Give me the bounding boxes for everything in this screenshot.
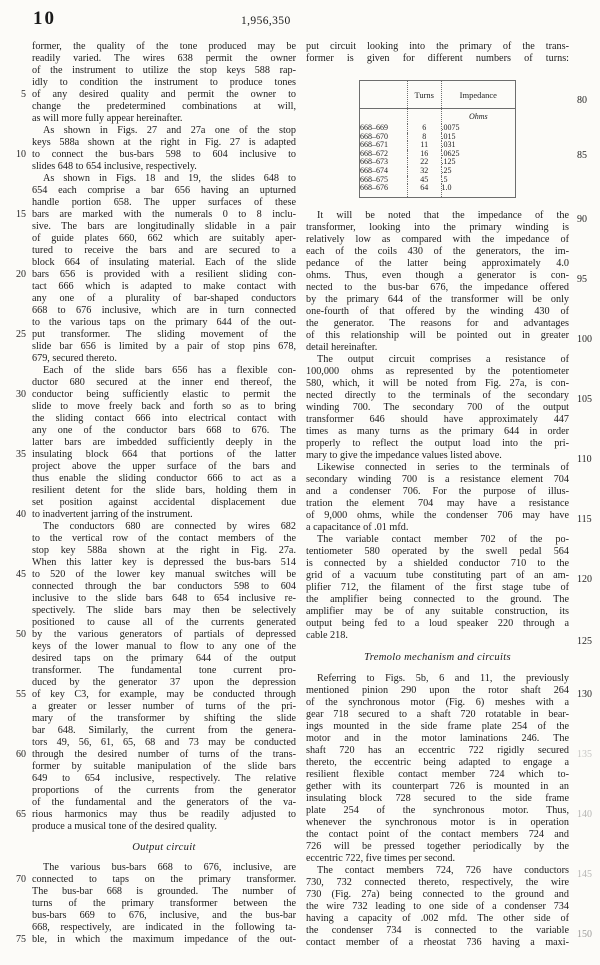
text-line: bars are marked with the numerals 0 to 8 inclu- xyxy=(32,209,296,220)
text-line: Referring to Figs. 5b, 6 and 11, the previously xyxy=(317,672,569,684)
text-line: winding 700. The secondary 700 of the output xyxy=(306,401,569,413)
text-line: as will more fully appear hereinafter. xyxy=(32,113,183,124)
text-line: change the predetermined combinations at will, xyxy=(32,101,296,112)
text-line: duced by the generator 37 upon the depression xyxy=(32,677,296,688)
text-line: contact member of a rheostat 736 having a maxi- xyxy=(306,936,569,948)
text-line: The bus-bar 668 is grounded. The number of xyxy=(32,886,296,897)
text-line: tration the element 704 may have a resistance xyxy=(306,497,569,509)
text-line: any one of the conductor bars 668 to 676. The xyxy=(32,425,296,436)
text-line: 668 to 676 inclusive, which are in turn connected xyxy=(32,305,296,316)
text-line: eccentric 722, five times per second. xyxy=(306,852,456,864)
paragraph xyxy=(32,173,296,365)
text-line: ble, in which the maximum impedance of the out- xyxy=(32,934,296,945)
text-line: The contact members 724, 726 have conductors xyxy=(317,864,569,876)
text-line: mary to give the impedance values listed above. xyxy=(306,449,502,461)
text-line: 654 each comprise a bar 656 having an upturned xyxy=(32,185,296,196)
text-line: Likewise connected in series to the terminals of xyxy=(317,461,569,473)
text-line: The conductors 680 are connected by wires 682 xyxy=(43,521,296,532)
text-line: former is given for different numbers of turns: xyxy=(306,53,569,64)
text-line: resilient detent for the slide bars, holding them in xyxy=(32,485,296,496)
line-number: 75 xyxy=(16,934,26,945)
paragraph xyxy=(306,865,569,949)
text-line: former, the quality of the tone produced may be xyxy=(32,41,296,52)
text-line: to 520 of the lower key manual switches will be xyxy=(32,569,296,580)
line-number: 125 xyxy=(577,636,592,647)
column-header-bus-bars xyxy=(360,81,408,109)
line-number: 60 xyxy=(16,749,26,760)
text-line: 100,000 ohms as represented by the potentiometer xyxy=(306,365,569,377)
text-line: ings mounted in the side frame plate 254 of the xyxy=(306,720,569,732)
text-line: of any desired quality and permit the owner to xyxy=(32,89,296,100)
line-number: 105 xyxy=(577,394,592,405)
paragraph xyxy=(306,210,569,354)
text-line: one-fourth of that offered by the winding 430 of xyxy=(306,305,569,317)
text-line: gear 718 secured to a shaft 720 rotatable in bear- xyxy=(306,708,569,720)
paragraph xyxy=(32,862,296,946)
text-line: inclusive to the slide bars 648 to 654 inclusive re- xyxy=(32,593,296,604)
text-line: handle portion 658. The upper surfaces of these xyxy=(32,197,296,208)
line-number: 65 xyxy=(16,809,26,820)
text-line: bar 648. Similarly, the current from the genera- xyxy=(32,725,296,736)
paragraph xyxy=(32,521,296,833)
section-heading-tremolo: Tremolo mechanism and circuits xyxy=(364,651,511,663)
table-row: 668–676 64 1.0 xyxy=(360,184,516,197)
text-line: grid of a vacuum tube constituting part of an am- xyxy=(306,569,569,581)
text-line: sive. The bars are longitudinally slidable in a pair xyxy=(32,221,296,232)
line-number: 30 xyxy=(16,389,26,400)
table-row: 668–673 22 .125 xyxy=(360,158,516,167)
paragraph xyxy=(32,41,296,125)
text-line: of the fundamental and the generators of the va- xyxy=(32,797,296,808)
paragraph xyxy=(32,125,296,173)
impedance-table xyxy=(359,80,516,198)
section-heading-output-circuit: Output circuit xyxy=(132,842,196,853)
text-line: relatively low as compared with the impedance of xyxy=(306,233,569,245)
table-row: 668–671 11 .031 xyxy=(360,141,516,150)
text-line: positioned to cause all of the currents generated xyxy=(32,617,296,628)
table-row: 668–670 8 .015 xyxy=(360,133,516,142)
paragraph xyxy=(306,673,569,865)
text-line: connected through the bar conductors 598 to 604 xyxy=(32,581,296,592)
text-line: the sliding contact 666 into electrical contact with xyxy=(32,413,296,424)
text-line: of 9,000 ohms, while the condenser 706 may have xyxy=(306,509,569,521)
text-line: nected directly to the terminals of the secondary xyxy=(306,389,569,401)
line-number: 145 xyxy=(577,869,592,880)
text-line: transformer, looking into the primary winding is xyxy=(306,221,569,233)
text-line: 726 will be pressed together periodically by the xyxy=(306,840,569,852)
line-number: 95 xyxy=(577,274,587,285)
text-line: 730, 732 connected thereto, respectively, the wire xyxy=(306,876,569,888)
text-line: through the desired number of turns of the trans- xyxy=(32,749,296,760)
text-line: idly to condition the instrument to produce tones xyxy=(32,77,296,88)
text-line: mentioned pinion 290 upon the rotor shaft 264 xyxy=(306,684,569,696)
table-header-row xyxy=(360,81,516,109)
text-line: latter bars are imbedded sufficiently deeply in the xyxy=(32,437,296,448)
text-line: slide to move freely back and forth so as to bring xyxy=(32,401,296,412)
text-line: motor and in the motor laminations 246. The xyxy=(306,732,569,744)
text-line: the contact point of the contact members 724 and xyxy=(306,828,569,840)
text-line: tentiometer 580 operated by the swell pedal 564 xyxy=(306,545,569,557)
line-number: 40 xyxy=(16,509,26,520)
text-line: turns of the primary transformer between the xyxy=(32,898,296,909)
text-line: output being fed to a loud speaker 220 through a xyxy=(306,617,569,629)
impedance-table-wrapper xyxy=(306,80,569,198)
text-line: shaft 720 has an eccentric 722 rigidly secured xyxy=(306,744,569,756)
line-number: 50 xyxy=(16,629,26,640)
text-line: the generator. The reasons for and advantages xyxy=(306,317,569,329)
text-line: put circuit looking into the primary of the trans- xyxy=(306,41,569,52)
text-line: each of the coils 430 of the generators, the im- xyxy=(306,245,569,257)
text-line: The various bus-bars 668 to 676, inclusive, are xyxy=(43,862,296,873)
text-line: 668, respectively, are indicated in the following ta- xyxy=(32,922,296,933)
table-row: 668–672 16 .0625 xyxy=(360,150,516,159)
text-line: transformer 646 should have approximately 447 xyxy=(306,413,569,425)
text-line: to connect the bus-bars 598 to 604 inclusive to xyxy=(32,149,296,160)
text-line: As shown in Figs. 27 and 27a one of the stop xyxy=(43,125,296,136)
text-line: is connected by a shielded conductor 710 to the xyxy=(306,557,569,569)
text-line: the condenser 734 is connected to the variable xyxy=(306,924,569,936)
text-line: by the primary 644 of the transformer will be only xyxy=(306,293,569,305)
text-line: 679, secured thereto. xyxy=(32,353,117,364)
text-line: As shown in Figs. 18 and 19, the slides 648 to xyxy=(43,173,296,184)
text-line: cable 218. xyxy=(306,629,348,641)
text-line: any one of a plurality of bar-shaped conductors xyxy=(32,293,296,304)
text-line: block 664 of insulating material. Each of the slide xyxy=(32,257,296,268)
text-line: of the instrument to utilize the stop keys 588 rap- xyxy=(32,65,296,76)
text-line: The output circuit comprises a resistance of xyxy=(317,353,569,365)
text-line: keys 588a shown at the right in Fig. 27 is adapted xyxy=(32,137,296,148)
text-line: properly to reflect the output load into the pri- xyxy=(306,437,569,449)
line-number: 90 xyxy=(577,214,587,225)
text-line: plate 254 of the synchronous motor. Thus, xyxy=(306,804,569,816)
text-line: of guide plates 660, 662 which are suitably aper- xyxy=(32,233,296,244)
text-line: desired taps on the primary 644 of the output xyxy=(32,653,296,664)
text-line: ductor 680 secured at the inner end thereof, the xyxy=(32,377,296,388)
text-line: It will be noted that the impedance of the xyxy=(317,209,569,221)
text-line: 580, which, it will be noted from Fig. 27a, is con- xyxy=(306,377,569,389)
text-line: ohms. Thus, even though a generator is con- xyxy=(306,269,569,281)
left-column xyxy=(32,41,296,946)
text-line: thereto, the eccentric being adapted to engage a xyxy=(306,756,569,768)
text-line: tact 666 which is adapted to make contact with xyxy=(32,281,296,292)
text-line: of this relationship will be pointed out in greater xyxy=(306,329,569,341)
text-line: proportions of the currents from the generator xyxy=(32,785,296,796)
text-line: of the synchronous motor (Fig. 6) meshes with a xyxy=(306,696,569,708)
text-line: secondary winding 700 is a resistance element 704 xyxy=(306,473,569,485)
line-number: 150 xyxy=(577,929,592,940)
text-line: transformer. The fundamental tone current pro- xyxy=(32,665,296,676)
paragraph xyxy=(306,41,569,65)
text-line: Each of the slide bars 656 has a flexible con- xyxy=(43,365,296,376)
text-line: stop key 588a shown at the right in Fig. 27a. xyxy=(32,545,296,556)
table-row: 668–674 32 .25 xyxy=(360,167,516,176)
text-line: insulating block 728 secured to the side frame xyxy=(306,792,569,804)
line-number: 70 xyxy=(16,874,26,885)
text-line: a capacitance of .01 mfd. xyxy=(306,521,409,533)
text-line: bus-bars 669 to 676, inclusive, and the bus-bar xyxy=(32,910,296,921)
text-line: to the vertical row of the contact members of the xyxy=(32,533,296,544)
text-line: The variable contact member 702 of the po- xyxy=(317,533,569,545)
text-line: times as many turns as the primary 644 in order xyxy=(306,425,569,437)
text-line: rious harmonics may thus be readily adjusted to xyxy=(32,809,296,820)
text-line: thus enable the sliding conductor 666 to act as a xyxy=(32,473,296,484)
text-line: bars 656 is provided with a resilient sliding con- xyxy=(32,269,296,280)
paragraph xyxy=(306,354,569,462)
text-line: put transformer. The sliding movement of the xyxy=(32,329,296,340)
text-line: the wire 732 leading to one side of a condenser 734 xyxy=(306,900,569,912)
line-number: 35 xyxy=(16,449,26,460)
text-line: conductor being sufficiently elastic to permit the xyxy=(32,389,296,400)
line-number: 5 xyxy=(21,89,26,100)
text-line: by the various generators of partials of depressed xyxy=(32,629,296,640)
text-line: keys of the lower manual to flow to any one of the xyxy=(32,641,296,652)
text-line: and a condenser 706. For the purpose of illus- xyxy=(306,485,569,497)
unit-label: Ohms xyxy=(441,109,515,125)
line-number: 100 xyxy=(577,334,592,345)
text-line: nected to the bus-bar 676, the impedance offered xyxy=(306,281,569,293)
text-line: former by suitable manipulation of the slide bars xyxy=(32,761,296,772)
right-column xyxy=(306,41,569,949)
line-number: 25 xyxy=(16,329,26,340)
column-header-turns: Turns xyxy=(407,81,441,109)
text-line: connected to taps on the primary transformer. xyxy=(32,874,296,885)
line-number: 55 xyxy=(16,689,26,700)
text-line: readily varied. The wires 638 permit the owner xyxy=(32,53,296,64)
text-line: pedance of the latter being approximately 4.0 xyxy=(306,257,569,269)
line-number: 45 xyxy=(16,569,26,580)
page-number: 10 xyxy=(33,8,56,29)
text-line: the amplifier being connected to the ground. The xyxy=(306,593,569,605)
line-number: 85 xyxy=(577,150,587,161)
text-line: to inadvertent jarring of the instrument. xyxy=(32,509,193,520)
text-line: tors 49, 56, 61, 65, 68 and 73 may be conducted xyxy=(32,737,296,748)
line-number: 130 xyxy=(577,689,592,700)
text-line: 649 to 654 inclusive, respectively. The relative xyxy=(32,773,296,784)
text-line: spectively. The slide bars may then be selectively xyxy=(32,605,296,616)
paragraph xyxy=(306,462,569,534)
text-line: whenever the synchronous motor is in operation xyxy=(306,816,569,828)
text-line: slide bar 656 is limited by a pair of stop pins 678, xyxy=(32,341,296,352)
text-line: a greater or lesser number of turns of the pri- xyxy=(32,701,296,712)
column-header-impedance: Impedance xyxy=(441,81,515,109)
patent-number: 1,956,350 xyxy=(241,15,291,27)
line-number: 80 xyxy=(577,95,587,106)
line-number: 135 xyxy=(577,749,592,760)
line-number: 120 xyxy=(577,574,592,585)
text-line: set position against accidental displacement due xyxy=(32,497,296,508)
text-line: 730 (Fig. 27a) being connected to the ground and xyxy=(306,888,569,900)
text-line: to the various taps on the primary 644 of the out- xyxy=(32,317,296,328)
text-line: project above the upper surface of the bars and xyxy=(32,461,296,472)
text-line: having a capacity of .002 mfd. The other side of xyxy=(306,912,569,924)
paragraph xyxy=(32,365,296,521)
text-line: insulating block 664 that portions of the latter xyxy=(32,449,296,460)
text-line: When this latter key is depressed the bus-bars 514 xyxy=(32,557,296,568)
text-line: resilient flexible contact member 724 which to- xyxy=(306,768,569,780)
table-unit-row xyxy=(360,109,516,125)
text-line: detail hereinafter. xyxy=(306,341,378,353)
text-line: mary of the transformer by shifting the slide xyxy=(32,713,296,724)
text-line: gether with its counterpart 726 is mounted in an xyxy=(306,780,569,792)
text-line: produce a musical tone of the desired quality. xyxy=(32,821,217,832)
text-line: tured to receive the bars and are secured to a xyxy=(32,245,296,256)
text-line: amplifier may be of any suitable construction, its xyxy=(306,605,569,617)
line-number: 10 xyxy=(16,149,26,160)
line-number: 140 xyxy=(577,809,592,820)
paragraph xyxy=(306,534,569,642)
text-line: plifier 712, the filament of the first stage tube of xyxy=(306,581,569,593)
line-number: 20 xyxy=(16,269,26,280)
table-row: 668–675 45 .5 xyxy=(360,176,516,185)
line-number: 115 xyxy=(577,514,592,525)
line-number: 15 xyxy=(16,209,26,220)
table-row: 668–669 6 .0075 xyxy=(360,124,516,133)
text-line: of key C3, for example, may be conducted through xyxy=(32,689,296,700)
text-line: slides 648 to 654 inclusive, respectively. xyxy=(32,161,197,172)
line-number: 110 xyxy=(577,454,592,465)
